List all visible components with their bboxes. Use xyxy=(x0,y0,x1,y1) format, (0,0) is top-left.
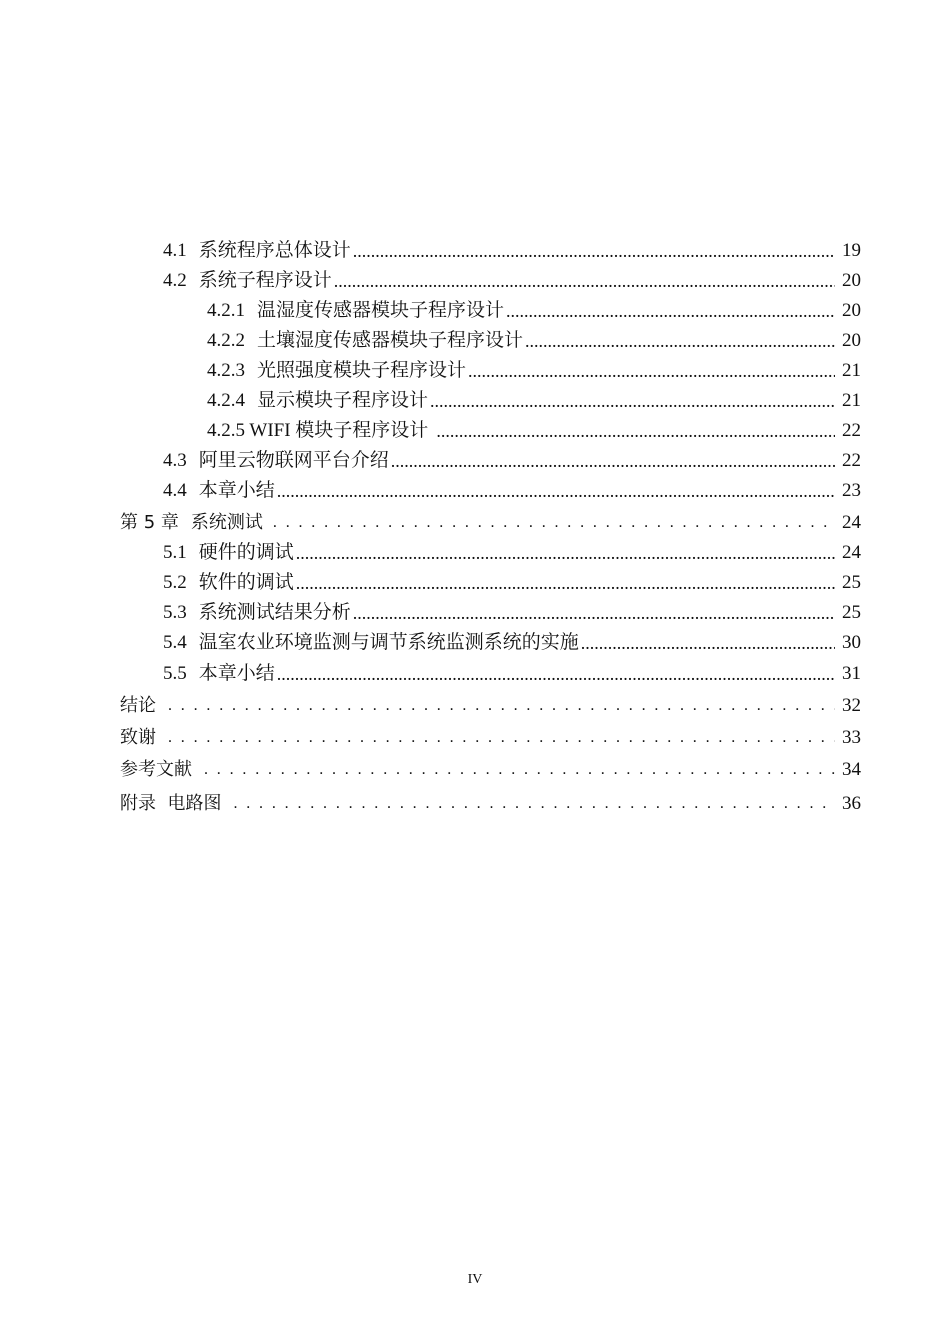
toc-number: 5.2 xyxy=(163,572,187,593)
toc-entry-conclusion[interactable] xyxy=(120,687,861,717)
toc-entry-4-3[interactable] xyxy=(163,442,861,472)
toc-entry-5-1[interactable] xyxy=(163,534,861,564)
toc-number: 4.2 xyxy=(163,270,187,291)
toc-page-number: 21 xyxy=(842,360,861,381)
toc-title: 致谢 xyxy=(120,727,156,748)
toc-entry-4-2-4[interactable] xyxy=(207,382,861,412)
toc-title: 系统程序总体设计 xyxy=(198,240,351,261)
toc-page-number: 23 xyxy=(842,480,861,501)
toc-entry-acknowledgements[interactable] xyxy=(120,719,861,749)
toc-page-number: 30 xyxy=(842,632,861,653)
page-number-footer: IV xyxy=(467,1272,483,1287)
dot-leader xyxy=(436,420,835,442)
toc-title: 光照强度模块子程序设计 xyxy=(257,360,467,381)
dot-leader xyxy=(273,512,835,534)
toc-entry-4-4[interactable] xyxy=(163,472,861,502)
toc-page-number: 34 xyxy=(842,759,861,780)
toc-page-number: 25 xyxy=(842,602,861,623)
toc-number: 4.2.2 xyxy=(207,330,245,351)
toc-entry-4-2-1[interactable] xyxy=(207,292,861,322)
toc-page-number: 24 xyxy=(842,512,861,533)
dot-leader xyxy=(233,793,835,815)
dot-leader xyxy=(581,632,835,654)
toc-number: 5.1 xyxy=(163,542,187,563)
toc-entry-5-4[interactable] xyxy=(163,624,861,654)
toc-entry-5-5[interactable] xyxy=(163,655,861,685)
toc-number: 第 5 章 xyxy=(120,512,179,533)
toc-title: 阿里云物联网平台介绍 xyxy=(198,450,389,471)
toc-entry-5-3[interactable] xyxy=(163,594,861,624)
dot-leader xyxy=(296,542,835,564)
dot-leader xyxy=(506,300,835,322)
toc-page-number: 25 xyxy=(842,572,861,593)
dot-leader xyxy=(204,759,835,781)
toc-title: 系统测试结果分析 xyxy=(198,602,351,623)
toc-entry-4-1[interactable] xyxy=(163,232,861,262)
toc-title: 土壤湿度传感器模块子程序设计 xyxy=(257,330,524,351)
toc-title: 显示模块子程序设计 xyxy=(257,390,429,411)
toc-page-number: 36 xyxy=(842,793,861,814)
toc-number: 5.3 xyxy=(163,602,187,623)
toc-entry-4-2[interactable] xyxy=(163,262,861,292)
dot-leader xyxy=(168,727,835,749)
toc-entry-chapter-5[interactable] xyxy=(120,504,861,534)
toc-title: 软件的调试 xyxy=(198,572,294,593)
toc-number: 4.4 xyxy=(163,480,187,501)
toc-title: 本章小结 xyxy=(198,480,275,501)
toc-page-number: 21 xyxy=(842,390,861,411)
dot-leader xyxy=(391,450,835,472)
toc-entry-4-2-3[interactable] xyxy=(207,352,861,382)
toc-page-number: 20 xyxy=(842,270,861,291)
toc-page-number: 31 xyxy=(842,663,861,684)
toc-entry-4-2-2[interactable] xyxy=(207,322,861,352)
toc-title: 温湿度传感器模块子程序设计 xyxy=(257,300,505,321)
toc-title: 结论 xyxy=(120,695,156,716)
dot-leader xyxy=(430,390,835,412)
toc-title: 参考文献 xyxy=(120,759,192,780)
toc-page-number: 22 xyxy=(842,450,861,471)
toc-page-number: 32 xyxy=(842,695,861,716)
toc-entry-5-2[interactable] xyxy=(163,564,861,594)
toc-number: 4.2.1 xyxy=(207,300,245,321)
toc-title: 系统子程序设计 xyxy=(198,270,332,291)
dot-leader xyxy=(296,572,835,594)
dot-leader xyxy=(525,330,835,352)
toc-number: 4.2.4 xyxy=(207,390,245,411)
toc-page-number: 20 xyxy=(842,300,861,321)
toc-page-number: 24 xyxy=(842,542,861,563)
toc-title: 附录 电路图 xyxy=(120,793,222,814)
toc-page-number: 20 xyxy=(842,330,861,351)
toc-entry-appendix[interactable] xyxy=(120,785,861,815)
toc-number: 5.4 xyxy=(163,632,187,653)
dot-leader xyxy=(468,360,835,382)
toc-number: 4.3 xyxy=(163,450,187,471)
toc-page-number: 19 xyxy=(842,240,861,261)
dot-leader xyxy=(277,480,835,502)
dot-leader xyxy=(277,663,835,685)
toc-title: 硬件的调试 xyxy=(198,542,294,563)
toc-number: 4.2.3 xyxy=(207,360,245,381)
toc-title: 温室农业环境监测与调节系统监测系统的实施 xyxy=(198,632,579,653)
toc-page-number: 22 xyxy=(842,420,861,441)
toc-title: 系统测试 xyxy=(190,512,263,533)
toc-title: 本章小结 xyxy=(198,663,275,684)
toc-title: 4.2.5 WIFI 模块子程序设计 xyxy=(207,420,429,441)
toc-number: 5.5 xyxy=(163,663,187,684)
dot-leader xyxy=(168,695,835,717)
toc-entry-4-2-5[interactable] xyxy=(207,412,861,442)
dot-leader xyxy=(353,602,835,624)
dot-leader xyxy=(334,270,835,292)
toc-number: 4.1 xyxy=(163,240,187,261)
toc-entry-references[interactable] xyxy=(120,751,861,781)
dot-leader xyxy=(353,240,835,262)
toc-page-number: 33 xyxy=(842,727,861,748)
